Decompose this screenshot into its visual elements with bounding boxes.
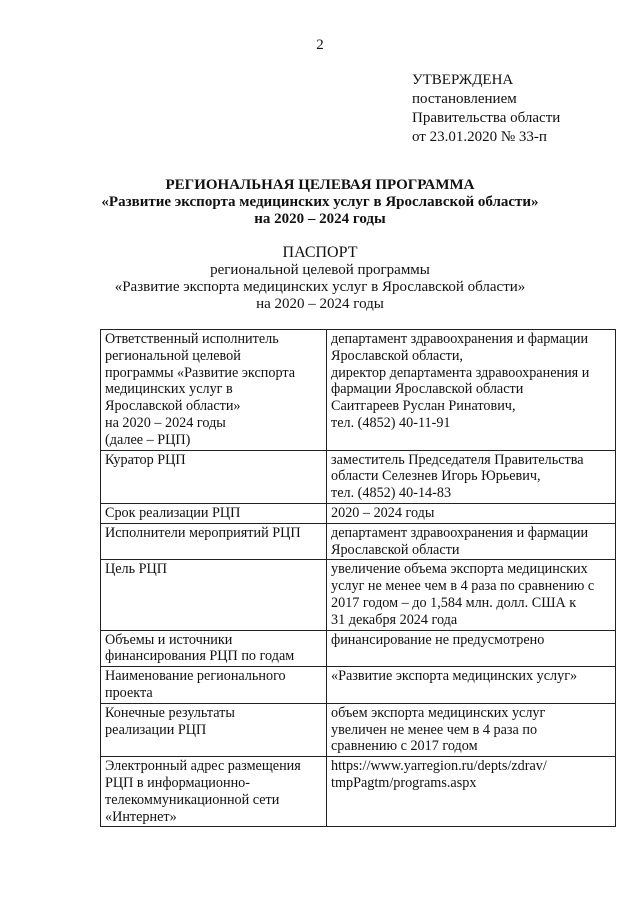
cell-text-line: «Развитие экспорта медицинских услуг» — [331, 668, 578, 685]
row-label-cell — [101, 450, 327, 503]
cell-text-line: 31 декабря 2024 года — [331, 611, 458, 628]
table-row — [101, 450, 616, 503]
row-value-cell — [327, 630, 616, 667]
row-label-cell — [101, 757, 327, 827]
row-label-cell — [101, 523, 327, 560]
cell-text-line: Куратор РЦП — [105, 451, 186, 468]
cell-text-line: на 2020 – 2024 годы — [105, 414, 226, 431]
cell-text-line: РЦП в информационно- — [105, 774, 250, 791]
cell-text-line: департамент здравоохранения и фармации — [331, 524, 589, 541]
cell-text-line: Конечные результаты — [105, 704, 235, 721]
cell-text-line: (далее – РЦП) — [105, 431, 191, 448]
cell-text-line: финансирование не предусмотрено — [331, 631, 545, 648]
cell-text-line: Срок реализации РЦП — [105, 504, 241, 521]
cell-text-line: Ярославской области, — [331, 347, 463, 364]
page-number: 2 — [316, 37, 324, 53]
passport-heading-line: ПАСПОРТ — [282, 244, 358, 261]
row-label-cell — [101, 503, 327, 523]
table-row — [101, 330, 616, 451]
approval-line: Правительства области — [412, 110, 561, 126]
passport-heading-line: региональной целевой программы — [210, 262, 430, 278]
cell-text-line: телекоммуникационной сети — [105, 791, 280, 808]
table-row — [101, 630, 616, 667]
cell-text-line: программы «Развитие экспорта — [105, 364, 296, 381]
row-label-cell — [101, 630, 327, 667]
row-value-cell — [327, 523, 616, 560]
cell-text-line: tmpPagtm/programs.aspx — [331, 774, 477, 791]
row-label-cell — [101, 703, 327, 756]
table-row — [101, 703, 616, 756]
cell-text-line: Электронный адрес размещения — [105, 758, 301, 775]
row-value-cell — [327, 757, 616, 827]
program-title — [0, 177, 640, 228]
program-title-line: на 2020 – 2024 годы — [254, 211, 386, 227]
cell-text-line: финансирования РЦП по годам — [105, 648, 295, 665]
cell-text-line: реализации РЦП — [105, 721, 207, 738]
row-label-cell — [101, 560, 327, 630]
row-value-cell — [327, 667, 616, 704]
cell-text-line: региональной целевой — [105, 347, 241, 364]
cell-text-line: Саитгареев Руслан Ринатович, — [331, 398, 516, 415]
approval-line: постановлением — [412, 91, 517, 107]
row-value-cell — [327, 703, 616, 756]
cell-text-line: тел. (4852) 40-14-83 — [331, 485, 452, 502]
row-value-cell — [327, 450, 616, 503]
cell-text-line: Ярославской области — [331, 541, 460, 558]
cell-text-line: области Селезнев Игорь Юрьевич, — [331, 468, 541, 485]
approval-line: от 23.01.2020 № 33-п — [412, 129, 547, 145]
passport-heading-line: на 2020 – 2024 годы — [256, 296, 384, 312]
row-value-cell — [327, 330, 616, 451]
cell-text-line: заместитель Председателя Правительства — [331, 451, 584, 468]
cell-text-line: услуг не менее чем в 4 раза по сравнению с — [331, 578, 595, 595]
passport-table-body — [101, 330, 616, 827]
cell-text-line: Исполнители мероприятий РЦП — [105, 524, 301, 541]
table-row — [101, 757, 616, 827]
cell-text-line: департамент здравоохранения и фармации — [331, 331, 589, 347]
cell-text-line: Наименование регионального — [105, 668, 286, 685]
cell-text-line: тел. (4852) 40-11-91 — [331, 414, 451, 431]
table-row — [101, 523, 616, 560]
cell-text-line: 2017 годом – до 1,584 млн. долл. США к — [331, 594, 577, 611]
row-value-cell — [327, 503, 616, 523]
cell-text-line: проекта — [105, 684, 153, 701]
table-row — [101, 503, 616, 523]
cell-text-line: медицинских услуг в — [105, 381, 233, 398]
cell-text-line: директор департамента здравоохранения и — [331, 364, 590, 381]
passport-heading — [0, 244, 640, 313]
cell-text-line: Объемы и источники — [105, 631, 233, 648]
cell-text-line: объем экспорта медицинских услуг — [331, 704, 546, 721]
cell-text-line: Ответственный исполнитель — [105, 331, 279, 347]
cell-text-line: «Интернет» — [105, 808, 177, 825]
cell-text-line: Цель РЦП — [105, 561, 168, 578]
table-row — [101, 560, 616, 630]
cell-text-line: сравнению с 2017 годом — [331, 738, 478, 755]
approval-line: УТВЕРЖДЕНА — [412, 72, 514, 88]
cell-text-line: https://www.yarregion.ru/depts/zdrav/ — [331, 758, 547, 775]
passport-table — [100, 329, 616, 827]
approval-block — [412, 71, 560, 147]
passport-heading-line: «Развитие экспорта медицинских услуг в Ярославской области» — [114, 279, 526, 295]
row-label-cell — [101, 330, 327, 451]
cell-text-line: увеличен не менее чем в 4 раза по — [331, 721, 538, 738]
table-row — [101, 667, 616, 704]
cell-text-line: Ярославской области» — [105, 398, 241, 415]
cell-text-line: фармации Ярославской области — [331, 381, 524, 398]
cell-text-line: 2020 – 2024 годы — [331, 504, 435, 521]
program-title-line: РЕГИОНАЛЬНАЯ ЦЕЛЕВАЯ ПРОГРАММА — [165, 177, 475, 193]
row-value-cell — [327, 560, 616, 630]
row-label-cell — [101, 667, 327, 704]
cell-text-line: увеличение объема экспорта медицинских — [331, 561, 588, 578]
program-title-line: «Развитие экспорта медицинских услуг в Ярославской области» — [101, 194, 539, 210]
